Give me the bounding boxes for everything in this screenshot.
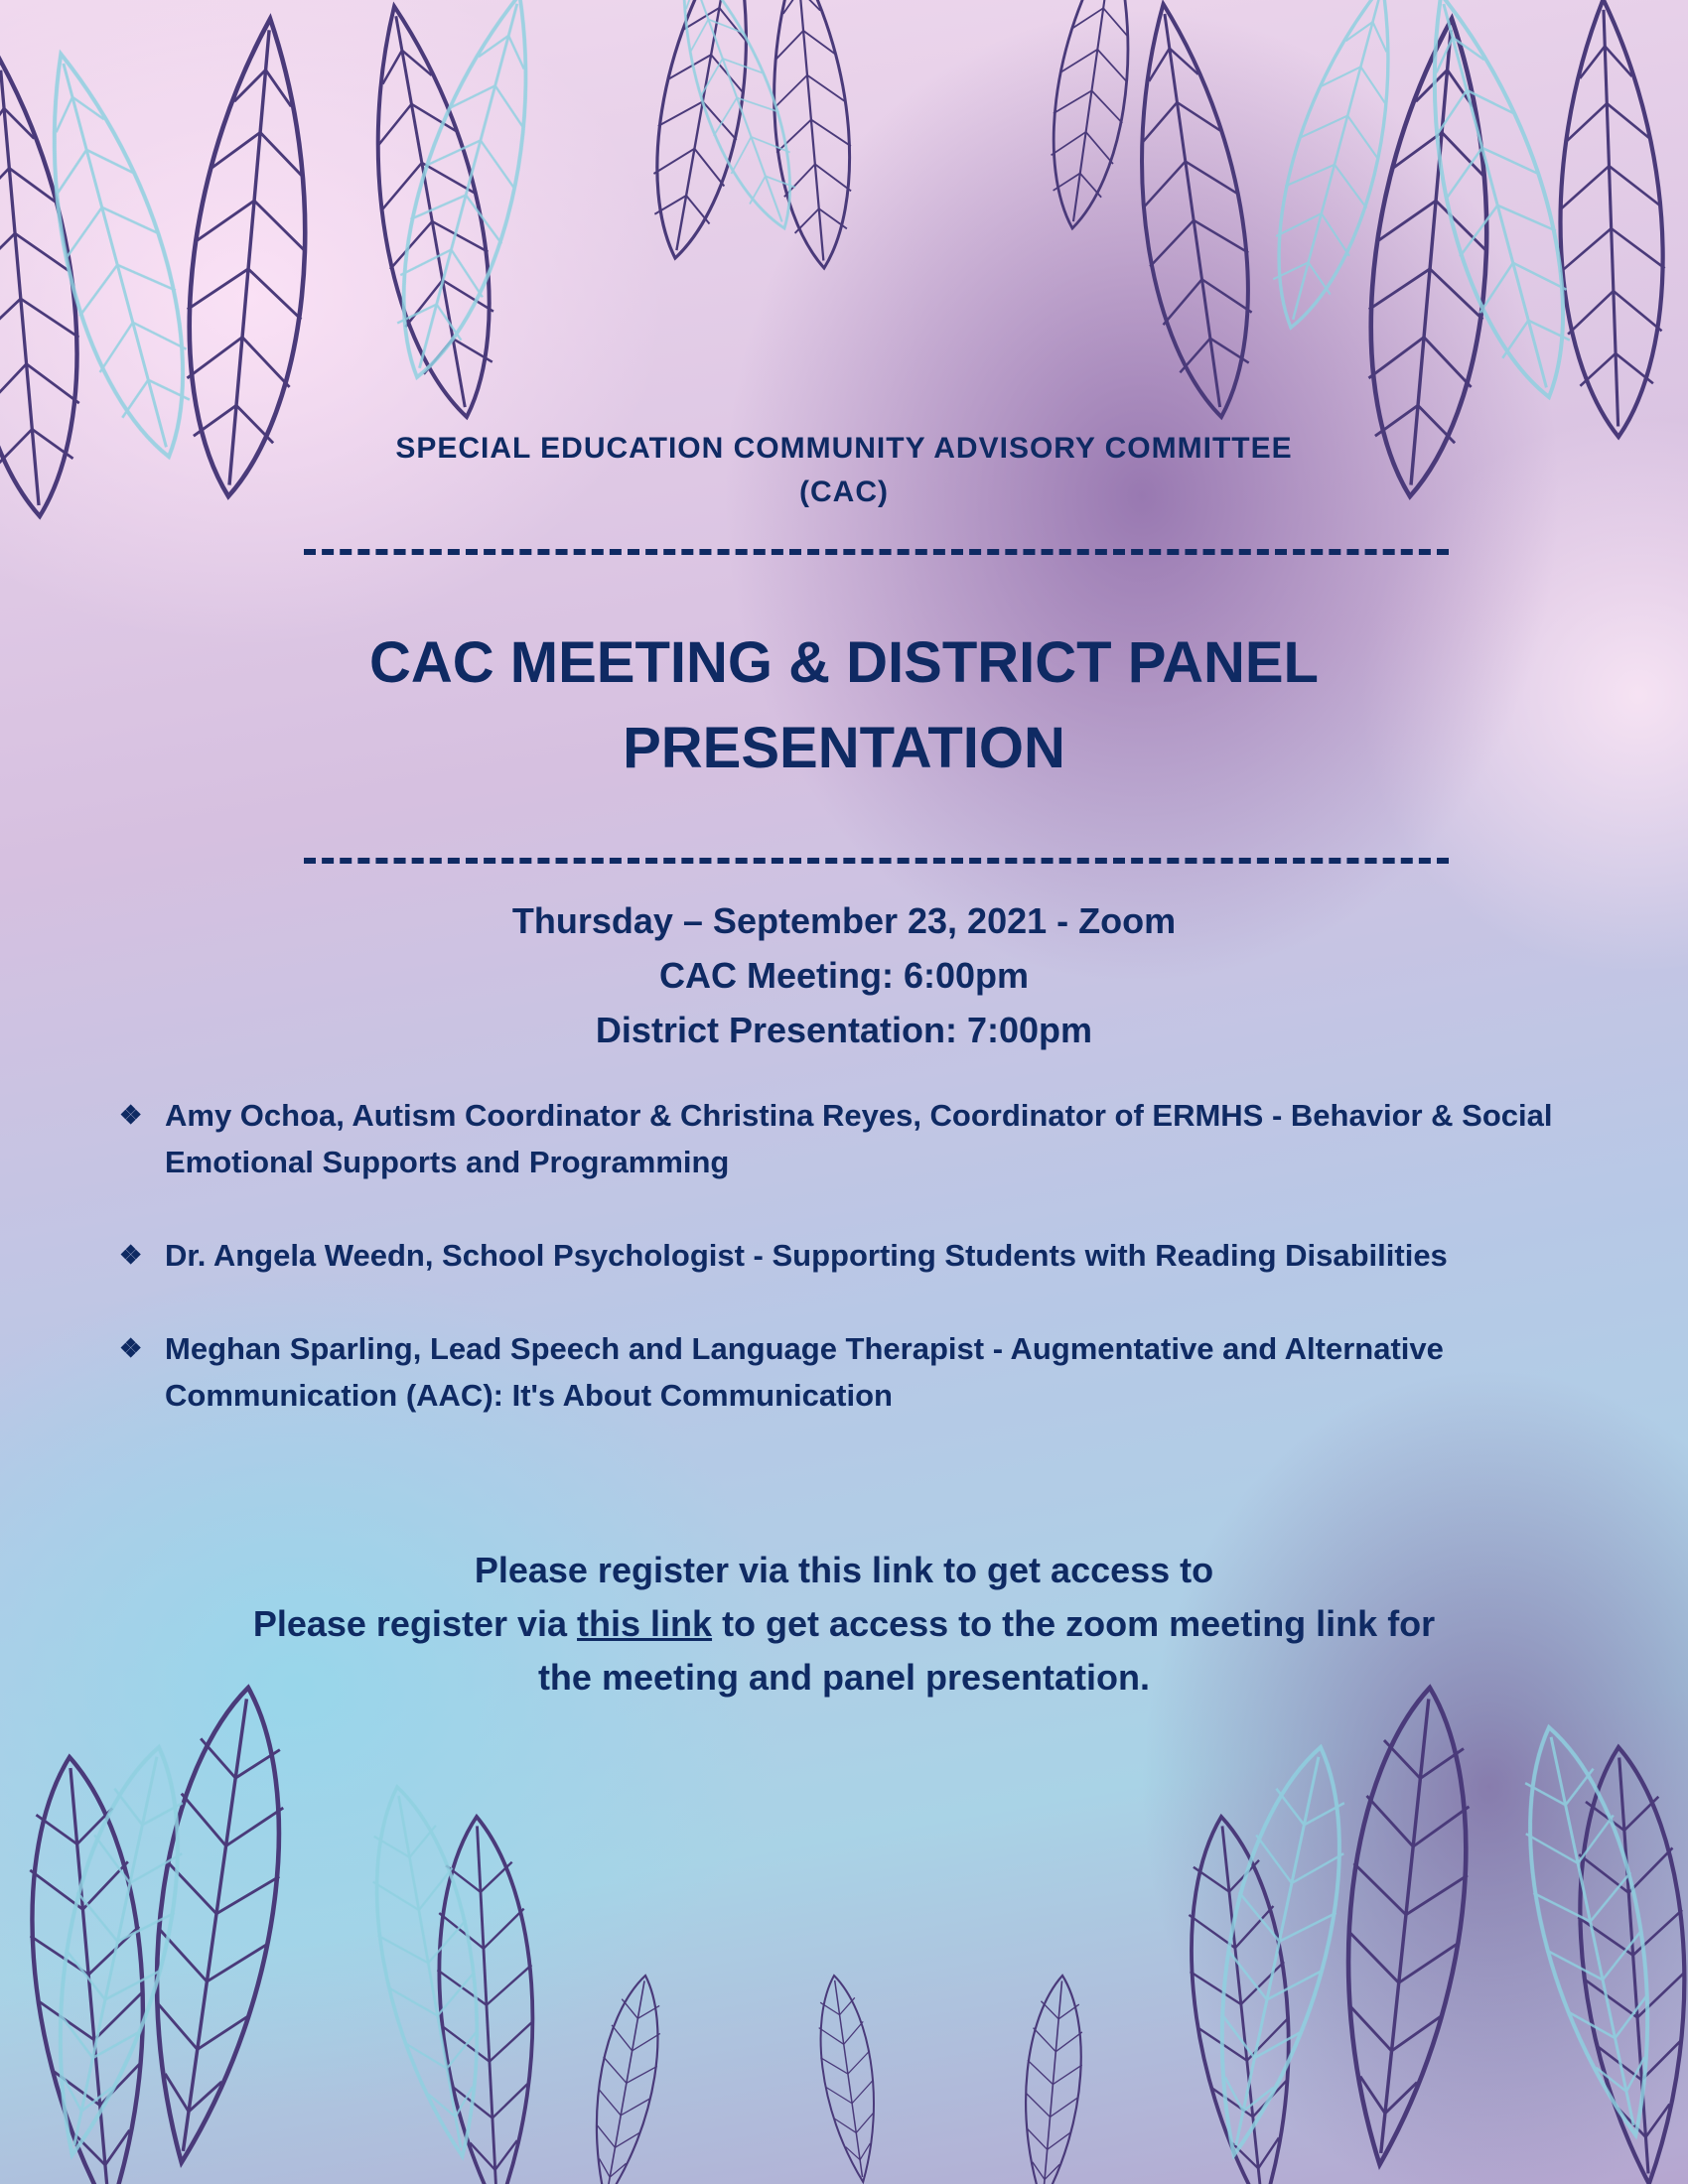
diamond-bullet-icon: ❖ (119, 1333, 143, 1363)
presenter-text: Amy Ochoa, Autism Coordinator & Christina Reyes, Coordinator of ERMHS - Behavior & Social Emotional Supports and Programming (165, 1098, 1553, 1179)
registration-link[interactable]: this link (577, 1603, 713, 1644)
registration-line-1: Please register via this link to get access to (474, 1550, 1214, 1590)
registration-info (0, 1544, 1688, 1705)
bottom-leaves (15, 1680, 1688, 2184)
registration-line-3: the meeting and panel presentation. (537, 1657, 1151, 1698)
bottom-leaves-light (24, 1717, 1684, 2166)
list-item (119, 1325, 1569, 1419)
event-date: Thursday – September 23, 2021 - Zoom (511, 900, 1177, 941)
schedule (0, 893, 1688, 1057)
title-line-1: CAC MEETING & DISTRICT PANEL (369, 630, 1319, 695)
presenter-text: Dr. Angela Weedn, School Psychologist - Supporting Students with Reading Disabilities (165, 1238, 1448, 1273)
dashed-divider-top (304, 549, 1449, 555)
org-line-1: SPECIAL EDUCATION COMMUNITY ADVISORY COMMITTEE (395, 432, 1293, 465)
district-presentation-time: District Presentation: 7:00pm (595, 1010, 1093, 1050)
list-item (119, 1092, 1569, 1185)
registration-line-2 (0, 1597, 1688, 1651)
presenter-list (119, 1092, 1569, 1465)
organization-name (0, 427, 1688, 514)
title-line-2: PRESENTATION (623, 716, 1065, 780)
presenter-text: Meghan Sparling, Lead Speech and Language Therapist - Augmentative and Alternative Communication (AAC): It's About Communication (165, 1331, 1444, 1413)
cac-meeting-time: CAC Meeting: 6:00pm (658, 955, 1030, 996)
top-leaves-light (13, 0, 1597, 470)
page-title (0, 620, 1688, 791)
org-line-2: (CAC) (799, 476, 889, 508)
registration-prefix: Please register via (252, 1603, 578, 1644)
dashed-divider-bottom (304, 858, 1449, 864)
list-item (119, 1232, 1569, 1279)
diamond-bullet-icon: ❖ (119, 1100, 143, 1130)
diamond-bullet-icon: ❖ (119, 1240, 143, 1270)
registration-suffix: to get access to the zoom meeting link for (712, 1603, 1436, 1644)
